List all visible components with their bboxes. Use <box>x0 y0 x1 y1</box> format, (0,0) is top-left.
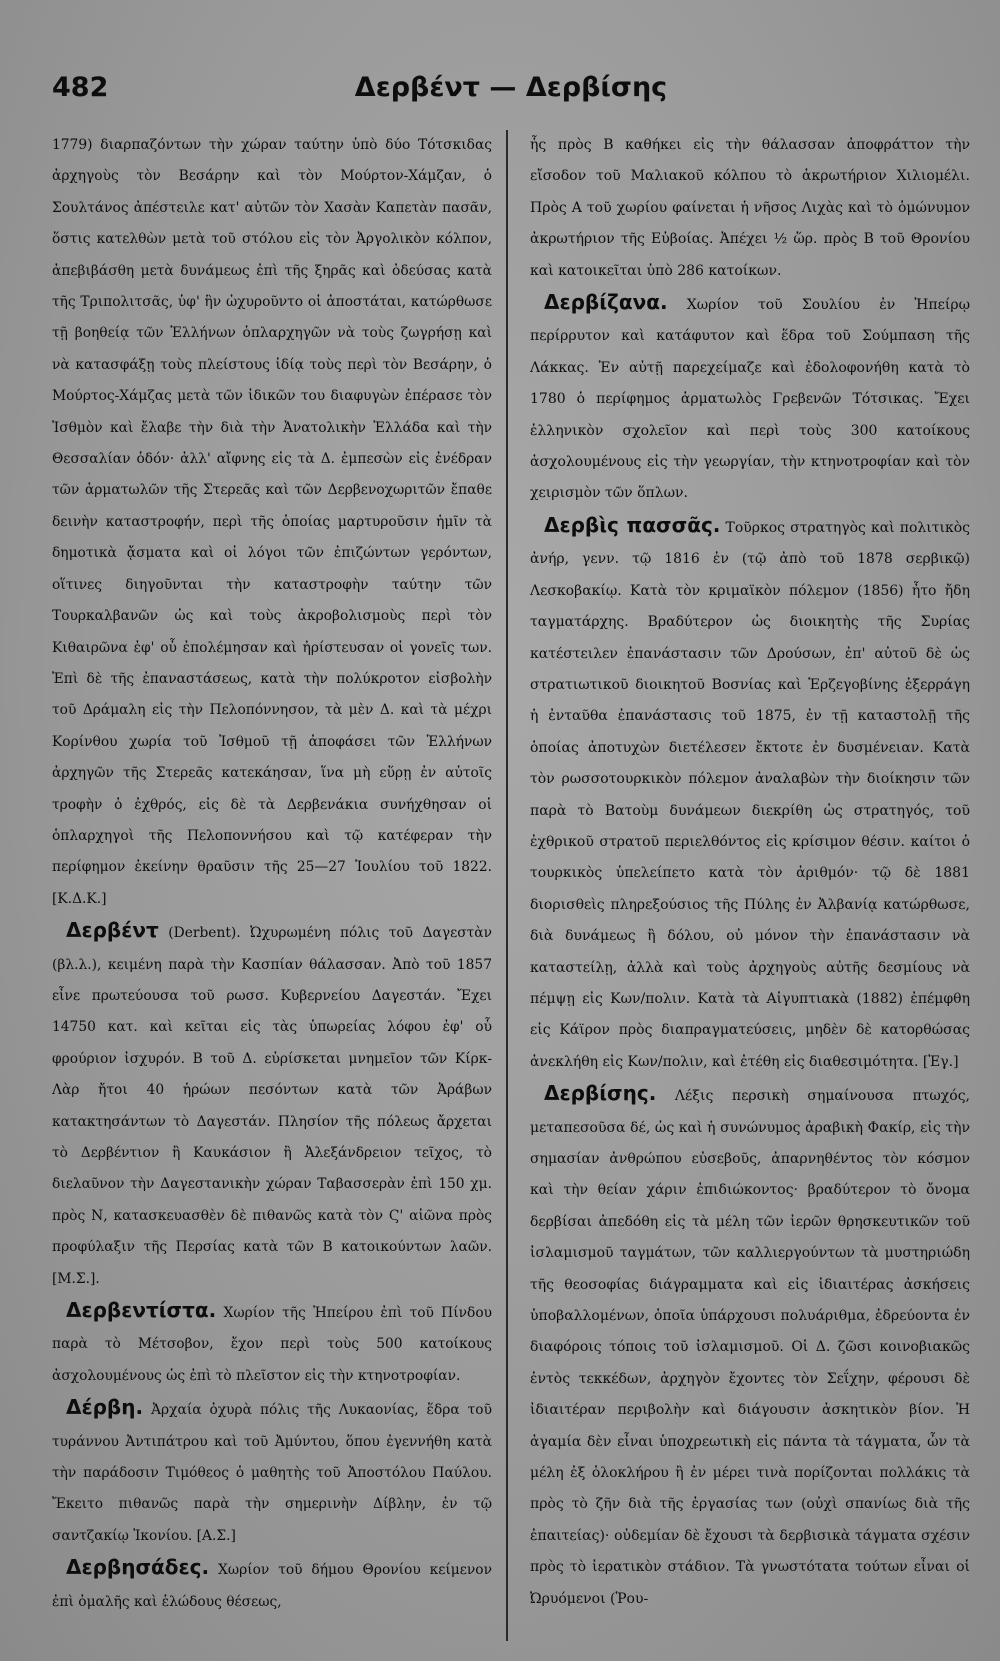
dictionary-entry <box>530 130 970 287</box>
entry-headword: Δερβεντίστα. <box>66 1298 217 1323</box>
dictionary-entry <box>52 130 492 915</box>
dictionary-entry <box>52 1295 492 1392</box>
entry-text: Χωρίον τῆς Ἠπείρου ἐπὶ τοῦ Πίνδου παρὰ τὸ Μέτσοβον, ἔχον περὶ τοὺς 500 κατοίκους ἀσχολουμένους ὡς ἐπὶ τὸ πλεῖστον εἰς τὴν κτηνοτροφίαν. <box>52 1305 493 1384</box>
entry-headword: Δέρβη. <box>66 1395 144 1420</box>
page-number: 482 <box>52 72 109 103</box>
entry-text: Χωρίον τοῦ δήμου Θρονίου κείμενον ἐπὶ ὁμαλῆς καὶ ἑλώδους θέσεως, <box>52 1562 492 1610</box>
dictionary-entry <box>52 1552 492 1618</box>
dictionary-entry <box>52 1392 492 1552</box>
dictionary-entry <box>530 287 970 510</box>
entry-text: (Derbent). Ὠχυρωμένη πόλις τοῦ Δαγεστὰν (βλ.λ.), κειμένη παρὰ τὴν Κασπίαν θάλασσαν. Ἀπὸ τοῦ 1857 εἶνε πρωτεύουσα τοῦ ρωσσ. Κυβερνείου Δαγεστάν. Ἔχει 14750 κατ. καὶ κεῖται εἰς τὰς ὑπωρείας λόφου ἐφ' οὗ φρούριον ἰσχυρόν. Β τοῦ Δ. εὑρίσκεται μνημεῖον τῶν Κίρκ-Λὰρ ἤτοι 40 ἡρώων πεσόντων κατὰ τῶν Ἀράβων κατακτησάντων τὸ Δαγεστάν. Πλησίον τῆς πόλεως ἄρχεται τὸ Δερβέντιον ἢ Καυκάσιον ἢ Ἀλεξάνδρειον τεῖχος, τὸ διελαῦνον τὴν Δαγεστανικὴν χώραν Ταβασσερὰν ἐπὶ 150 χμ. πρὸς Ν, κατασκευασθὲν δὲ πιθανῶς κατὰ τὸν Ϛ' αἰῶνα πρὸς προφύλαξιν τῆς Περσίας κατὰ τῶν Β κατοικούντων λαῶν. [Μ.Σ.]. <box>52 925 492 1287</box>
running-head: Δερβέντ — Δερβίσης <box>354 72 668 103</box>
right-column <box>530 130 970 1641</box>
text-columns <box>52 130 970 1641</box>
dictionary-entry <box>530 510 970 1078</box>
entry-text: Λέξις περσικὴ σημαίνουσα πτωχός, μεταπεσοῦσα δέ, ὡς καὶ ἡ συνώνυμος ἀραβικὴ Φακίρ, εἰς τὴν σημασίαν ἀνθρώπου εὐσεβοῦς, ἀπαρνηθέντος τὸν κόσμον καὶ τὴν θείαν χάριν ἐπιδιώκοντος· βραδύτερον τὸ ὄνομα δερβίσαι ἀπεδόθη εἰς τὰ μέλη τῶν ἱερῶν θρησκευτικῶν τοῦ ἰσλαμισμοῦ ταγμάτων, τῶν καλλιεργούντων τὰ μυστηριώδη τῆς θεοσοφίας διάγραμματα καὶ εἰς ἰδιαιτέρας ἀσκήσεις ὑποβαλλομένων, ὁποῖα ὑπάρχουσι πολυάριθμα, ἑδρεύοντα ἐν διαφόροις τόποις τοῦ ἰσλαμισμοῦ. Οἱ Δ. ζῶσι κοινοβιακῶς ἐντὸς τεκκέδων, ἀρχηγὸν ἔχοντες τὸν Σεΐχην, φέρουσι δὲ ἰδιαιτέραν περιβολὴν καὶ διάγουσιν ἀσκητικὸν βίον. Ἡ ἀγαμία δὲν εἶναι ὑποχρεωτικὴ εἰς πάντα τὰ τάγματα, ὧν τὰ μέλη ἐξ ὁλοκλήρου ἢ ἐν μέρει τινὰ πορίζονται πολλάκις τὰ πρὸς τὸ ζῆν διὰ τῆς ἐργασίας των (οὐχὶ σπανίως διὰ τῆς ἐπαιτείας)· οὐδεμίαν δὲ ἔχουσι τὰ δερβισικὰ τάγματα σχέσιν πρὸς τὸ ἱερατικὸν στάδιον. Τὰ γνωστότατα τούτων εἶναι οἱ Ὠρυόμενοι (Ῥου- <box>530 1088 970 1607</box>
entry-text: Τοῦρκος στρατηγὸς καὶ πολιτικὸς ἀνήρ, γενν. τῷ 1816 ἐν (τῷ ἀπὸ τοῦ 1878 σερβικῷ) Λεσκοβακίῳ. Κατὰ τὸν κριμαϊκὸν πόλεμον (1856) ἦτο ἤδη ταγματάρχης. Βραδύτερον ὡς διοικητὴς τῆς Συρίας κατέστειλεν ἐπανάστασιν τῶν Δρούσων, ἐπ' αὐτοῦ δὲ ὡς στρατιωτικοῦ διοικητοῦ Βοσνίας καὶ Ἑρζεγοβίνης ἐξερράγη ἡ ἐνταῦθα ἐπανάστασις τοῦ 1875, ἐν τῇ καταστολῇ τῆς ὁποίας ἀποτυχὼν διετέλεσεν ἔκτοτε ἐν δυσμένειαν. Κατὰ τὸν ρωσσοτουρκικὸν πόλεμον ἀναλαβὼν τὴν διοίκησιν τῶν παρὰ τὸ Βατοὺμ δυνάμεων διεκρίθη ὡς στρατηγός, τοῦ ἐχθρικοῦ στρατοῦ περιελθόντος εἰς κρίσιμον θέσιν. καίτοι ὁ τουρκικὸς ὑπελείπετο κατὰ τὸν ἀριθμόν· τῷ δὲ 1881 διορισθεὶς πληρεξούσιος τῆς Πύλης ἐν Ἀλβανίᾳ κατώρθωσε, διὰ δυνάμεως ἢ δόλου, οὐ μόνον τὴν ἐπανάστασιν νὰ καταστείλῃ, ἀλλὰ καὶ τοὺς ἀρχηγοὺς αὐτῆς δεσμίους νὰ πέμψῃ εἰς Κων/πολιν. Κατὰ τὰ Αἰγυπτιακὰ (1882) ἐπέμφθη εἰς Κάϊρον πρὸς διαπραγματεύσεις, μηδὲν δὲ κατορθώσας ἀνεκλήθη εἰς Κων/πολιν, καὶ ἐτέθη εἰς διαθεσιμότητα. [Ἐγ.] <box>530 519 970 1070</box>
entry-headword: Δερβίζανα. <box>544 290 668 315</box>
entry-headword: Δερβησάδες. <box>66 1555 210 1580</box>
entry-headword: Δερβίσης. <box>544 1081 657 1106</box>
entry-text: 1779) διαρπαζόντων τὴν χώραν ταύτην ὑπὸ δύο Τότσκιδας ἀρχηγοὺς τὸν Βεσάρην καὶ τὸν Μούρτον-Χάμζαν, ὁ Σουλτάνος ἀπέστειλε κατ' αὐτῶν τὸν Χασὰν Καπετὰν πασᾶν, ὅστις κατελθὼν μετὰ τοῦ στόλου εἰς τὸν Ἀργολικὸν κόλπον, ἀπεβιβάσθη μετὰ δυνάμεως ἐπὶ τῆς ξηρᾶς καὶ ὁδεύσας κατὰ τῆς Τριπολιτσᾶς, ὑφ' ἣν ὠχυροῦντο οἱ ἀποστάται, κατώρθωσε τῇ βοηθείᾳ τῶν Ἑλλήνων ὁπλαρχηγῶν νὰ τοὺς ζωγρήσῃ καὶ νὰ κατασφάξῃ τοὺς πλείστους ἰδίᾳ τοὺς περὶ τὸν Βεσάρην, ὁ Μούρτος-Χάμζας μετὰ τῶν ἰδικῶν του διαφυγὼν ἐπέρασε τὸν Ἰσθμὸν καὶ ἔλαβε τὴν διὰ τὴν Ἀνατολικὴν Ἑλλάδα καὶ τὴν Θεσσαλίαν ὁδόν· ἀλλ' αἴφνης εἰς τὰ Δ. ἐμπεσὼν εἰς ἐνέδραν τῶν ἁρματωλῶν τῆς Στερεᾶς καὶ τῶν Δερβενοχωριτῶν ἔπαθε δεινὴν καταστροφήν, περὶ τῆς ὁποίας μαρτυροῦσιν ἡμῖν τὰ δημοτικὰ ᾄσματα καὶ οἱ λόγοι τῶν ἐπιζώντων γερόντων, οἵτινες διηγοῦνται τὴν καταστροφὴν ταύτην τῶν Τουρκαλβανῶν ὡς καὶ τοὺς ἀκροβολισμοὺς περὶ τὸν Κιθαιρῶνα ἐφ' οὗ ἐπολέμησαν καὶ ἠρίστευσαν οἱ γονεῖς των. Ἐπὶ δὲ τῆς ἐπαναστάσεως, κατὰ τὴν πολύκροτον εἰσβολὴν τοῦ Δράμαλη εἰς τὴν Πελοπόννησον, τὰ μὲν Δ. καὶ τὰ μέχρι Κορίνθου χωρία τοῦ Ἰσθμοῦ τῇ ἀποφάσει τῶν Ἑλλήνων ἀρχηγῶν τῆς Στερεᾶς κατεκάησαν, ἵνα μὴ εὕρῃ ἐν αὐτοῖς τροφὴν ὁ ἐχθρός, εἰς δὲ τὰ Δερβενάκια συνήχθησαν οἱ ὁπλαρχηγοὶ τῆς Πελοποννήσου καὶ τῷ κατέφεραν τὴν περίφημον ἐκείνην θραῦσιν τῆς 25—27 Ἰουλίου τοῦ 1822. [Κ.Δ.Κ.] <box>52 137 492 907</box>
entry-text: ἧς πρὸς Β καθήκει εἰς τὴν θάλασσαν ἀποφράττον τὴν εἴσοδον τοῦ Μαλιακοῦ κόλπου τὸ ἀκρωτήριον Χιλιομέλι. Πρὸς Α τοῦ χωρίου φαίνεται ἡ νῆσος Λιχὰς καὶ τὸ ὁμώνυμον ἀκρωτήριον τῆς Εὐβοίας. Ἀπέχει ½ ὥρ. πρὸς Β τοῦ Θρονίου καὶ κατοικεῖται ὑπὸ 286 κατοίκων. <box>530 137 970 279</box>
entry-headword: Δερβὶς πασσᾶς. <box>544 512 721 537</box>
entry-headword: Δερβέντ <box>66 918 159 943</box>
dictionary-entry <box>52 915 492 1295</box>
entry-text: Ἀρχαία ὀχυρὰ πόλις τῆς Λυκαονίας, ἕδρα τοῦ τυράννου Ἀντιπάτρου καὶ τοῦ Ἀμύντου, ὅπου ἐγεννήθη κατὰ τὴν παράδοσιν Τιμόθεος ὁ μαθητὴς τοῦ Ἀποστόλου Παύλου. Ἔκειτο πιθανῶς παρὰ τὴν σημερινὴν Δίβλην, ἐν τῷ σαντζακίῳ Ἰκονίου. [Α.Σ.] <box>52 1402 492 1544</box>
entry-text: Χωρίον τοῦ Σουλίου ἐν Ἠπείρῳ περίρρυτον καὶ κατάφυτον καὶ ἕδρα τοῦ Σούμπαση τῆς Λάκκας. Ἐν αὐτῇ παρεχείμαζε καὶ ἐδολοφονήθη κατὰ τὸ 1780 ὁ περίφημος ἁρματωλὸς Γρεβενῶν Τότσικας. Ἔχει ἑλληνικὸν σχολεῖον καὶ περὶ τοὺς 300 κατοίκους ἀσχολουμένους εἰς τὴν γεωργίαν, τὴν κτηνοτροφίαν καὶ τὸν χειρισμὸν τῶν ὅπλων. <box>530 297 970 502</box>
dictionary-entry <box>530 1078 970 1615</box>
left-column <box>52 130 508 1641</box>
page-header <box>52 72 970 122</box>
